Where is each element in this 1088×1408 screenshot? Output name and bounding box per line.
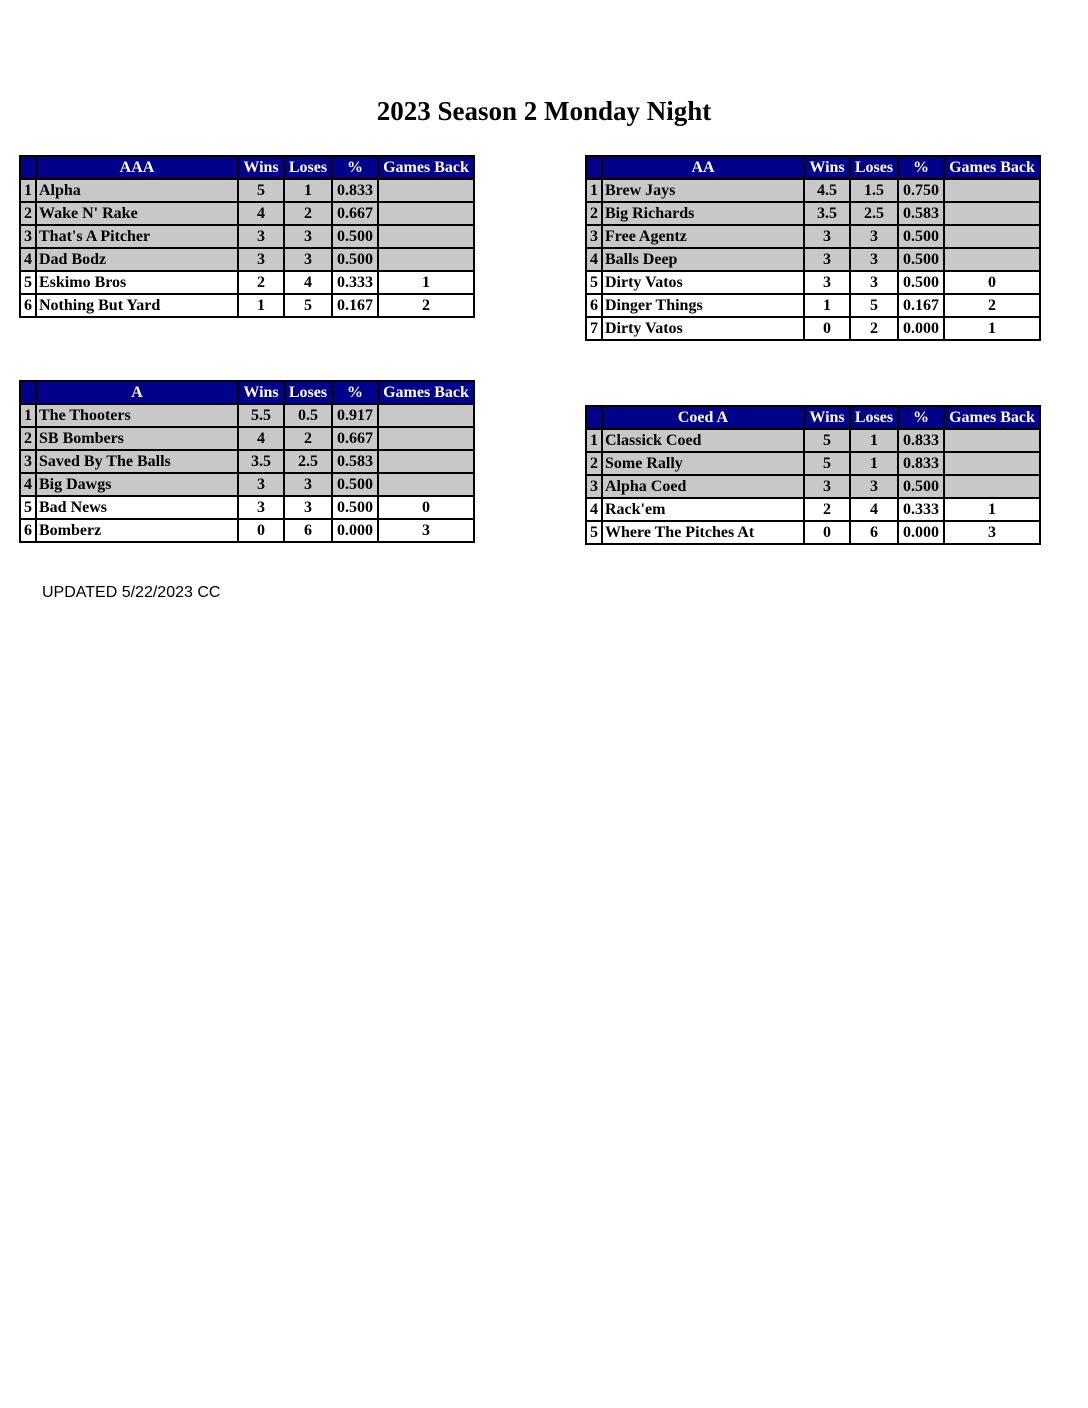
team-cell: Where The Pitches At	[602, 521, 804, 544]
team-cell: That's A Pitcher	[36, 225, 238, 248]
rank-cell: 5	[20, 496, 36, 519]
pct-cell: 0.000	[898, 317, 944, 340]
wins-cell: 5.5	[238, 404, 284, 427]
rank-cell: 4	[586, 248, 602, 271]
standings-table-coed-a	[585, 405, 1041, 545]
rank-cell: 2	[586, 452, 602, 475]
table-row	[586, 271, 1040, 294]
team-cell: Alpha Coed	[602, 475, 804, 498]
rank-cell: 6	[20, 294, 36, 317]
pct-cell: 0.500	[332, 496, 378, 519]
loses-cell: 1	[850, 429, 898, 452]
wins-cell: 5	[804, 429, 850, 452]
wins-cell: 4.5	[804, 179, 850, 202]
pct-header: %	[898, 156, 944, 179]
team-cell: Dad Bodz	[36, 248, 238, 271]
wins-header: Wins	[238, 156, 284, 179]
wins-cell: 4	[238, 202, 284, 225]
wins-cell: 3	[804, 475, 850, 498]
pct-cell: 0.000	[332, 519, 378, 542]
loses-cell: 3	[850, 271, 898, 294]
table-row	[586, 225, 1040, 248]
wins-cell: 3	[238, 225, 284, 248]
loses-cell: 1	[850, 452, 898, 475]
team-cell: Bomberz	[36, 519, 238, 542]
team-cell: Saved By The Balls	[36, 450, 238, 473]
wins-cell: 2	[238, 271, 284, 294]
header-row	[586, 406, 1040, 429]
table-row	[586, 294, 1040, 317]
rank-cell: 4	[20, 248, 36, 271]
pct-cell: 0.500	[332, 473, 378, 496]
loses-cell: 2	[850, 317, 898, 340]
games-back-cell	[944, 202, 1040, 225]
games-back-cell	[944, 429, 1040, 452]
pct-header: %	[898, 406, 944, 429]
loses-cell: 2.5	[850, 202, 898, 225]
wins-cell: 5	[804, 452, 850, 475]
team-cell: Dirty Vatos	[602, 317, 804, 340]
pct-cell: 0.583	[332, 450, 378, 473]
rank-cell: 4	[586, 498, 602, 521]
pct-cell: 0.500	[898, 271, 944, 294]
wins-cell: 3	[804, 225, 850, 248]
division-name: A	[36, 381, 238, 404]
team-cell: Dirty Vatos	[602, 271, 804, 294]
rank-cell: 3	[586, 225, 602, 248]
games-back-cell	[378, 248, 474, 271]
games-back-cell: 0	[378, 496, 474, 519]
pct-cell: 0.833	[332, 179, 378, 202]
games-back-cell: 2	[378, 294, 474, 317]
games-back-cell	[378, 404, 474, 427]
rank-header	[20, 381, 36, 404]
games-back-cell: 0	[944, 271, 1040, 294]
team-cell: Big Dawgs	[36, 473, 238, 496]
rank-cell: 1	[586, 179, 602, 202]
table-row	[20, 496, 474, 519]
wins-cell: 3	[238, 496, 284, 519]
table-row	[586, 429, 1040, 452]
games-back-cell	[378, 427, 474, 450]
pct-cell: 0.583	[898, 202, 944, 225]
rank-cell: 3	[20, 450, 36, 473]
games-back-cell	[944, 475, 1040, 498]
team-cell: Brew Jays	[602, 179, 804, 202]
team-cell: Nothing But Yard	[36, 294, 238, 317]
pct-cell: 0.500	[898, 475, 944, 498]
wins-cell: 5	[238, 179, 284, 202]
team-cell: Wake N' Rake	[36, 202, 238, 225]
loses-cell: 3	[284, 496, 332, 519]
team-cell: Alpha	[36, 179, 238, 202]
division-name: AA	[602, 156, 804, 179]
table-row	[20, 294, 474, 317]
rank-header	[20, 156, 36, 179]
wins-header: Wins	[804, 156, 850, 179]
table-row	[20, 473, 474, 496]
loses-cell: 6	[850, 521, 898, 544]
games-back-cell	[378, 473, 474, 496]
loses-cell: 6	[284, 519, 332, 542]
loses-cell: 3	[850, 475, 898, 498]
wins-cell: 3	[238, 473, 284, 496]
rank-cell: 2	[586, 202, 602, 225]
team-cell: SB Bombers	[36, 427, 238, 450]
pct-cell: 0.167	[898, 294, 944, 317]
rank-cell: 5	[20, 271, 36, 294]
loses-cell: 1	[284, 179, 332, 202]
loses-cell: 5	[284, 294, 332, 317]
pct-cell: 0.333	[332, 271, 378, 294]
games-back-header: Games Back	[944, 156, 1040, 179]
wins-header: Wins	[804, 406, 850, 429]
wins-cell: 3	[804, 271, 850, 294]
pct-header: %	[332, 381, 378, 404]
rank-cell: 6	[586, 294, 602, 317]
games-back-cell: 1	[378, 271, 474, 294]
rank-cell: 2	[20, 202, 36, 225]
table-row	[20, 248, 474, 271]
header-row	[20, 381, 474, 404]
games-back-cell: 1	[944, 317, 1040, 340]
wins-cell: 2	[804, 498, 850, 521]
table-row	[586, 248, 1040, 271]
updated-note: UPDATED 5/22/2023 CC	[42, 584, 221, 601]
team-cell: Balls Deep	[602, 248, 804, 271]
page-title: 2023 Season 2 Monday Night	[376, 96, 712, 126]
team-cell: Free Agentz	[602, 225, 804, 248]
wins-cell: 0	[804, 317, 850, 340]
wins-cell: 3	[238, 248, 284, 271]
rank-header	[586, 406, 602, 429]
rank-cell: 3	[20, 225, 36, 248]
header-row	[586, 156, 1040, 179]
loses-header: Loses	[284, 381, 332, 404]
rank-cell: 2	[20, 427, 36, 450]
wins-header: Wins	[238, 381, 284, 404]
rank-header	[586, 156, 602, 179]
loses-cell: 0.5	[284, 404, 332, 427]
pct-cell: 0.750	[898, 179, 944, 202]
games-back-cell	[944, 452, 1040, 475]
table-row	[20, 404, 474, 427]
games-back-cell	[378, 179, 474, 202]
rank-cell: 3	[586, 475, 602, 498]
team-cell: Eskimo Bros	[36, 271, 238, 294]
wins-cell: 1	[804, 294, 850, 317]
games-back-cell	[378, 202, 474, 225]
wins-cell: 3	[804, 248, 850, 271]
division-name: AAA	[36, 156, 238, 179]
pct-header: %	[332, 156, 378, 179]
table-row	[586, 498, 1040, 521]
pct-cell: 0.667	[332, 202, 378, 225]
table-row	[586, 179, 1040, 202]
rank-cell: 6	[20, 519, 36, 542]
games-back-cell: 3	[378, 519, 474, 542]
wins-cell: 4	[238, 427, 284, 450]
loses-header: Loses	[850, 156, 898, 179]
team-cell: Dinger Things	[602, 294, 804, 317]
rank-cell: 5	[586, 521, 602, 544]
standings-table-aa	[585, 155, 1041, 341]
team-cell: Some Rally	[602, 452, 804, 475]
standings-table-aaa	[19, 155, 475, 318]
loses-cell: 2	[284, 202, 332, 225]
games-back-cell	[944, 179, 1040, 202]
loses-header: Loses	[850, 406, 898, 429]
loses-cell: 2	[284, 427, 332, 450]
wins-cell: 0	[804, 521, 850, 544]
loses-cell: 3	[850, 248, 898, 271]
games-back-header: Games Back	[378, 156, 474, 179]
table-row	[20, 225, 474, 248]
rank-cell: 4	[20, 473, 36, 496]
table-row	[20, 427, 474, 450]
team-cell: Big Richards	[602, 202, 804, 225]
wins-cell: 0	[238, 519, 284, 542]
pct-cell: 0.500	[332, 248, 378, 271]
pct-cell: 0.833	[898, 452, 944, 475]
table-row	[20, 450, 474, 473]
table-row	[586, 202, 1040, 225]
pct-cell: 0.333	[898, 498, 944, 521]
wins-cell: 3.5	[238, 450, 284, 473]
loses-cell: 1.5	[850, 179, 898, 202]
team-cell: Classick Coed	[602, 429, 804, 452]
wins-cell: 1	[238, 294, 284, 317]
loses-cell: 3	[850, 225, 898, 248]
games-back-header: Games Back	[378, 381, 474, 404]
header-row	[20, 156, 474, 179]
games-back-header: Games Back	[944, 406, 1040, 429]
pct-cell: 0.500	[898, 248, 944, 271]
table-row	[586, 317, 1040, 340]
table-row	[20, 179, 474, 202]
games-back-cell	[378, 225, 474, 248]
loses-cell: 3	[284, 473, 332, 496]
pct-cell: 0.667	[332, 427, 378, 450]
games-back-cell	[944, 225, 1040, 248]
loses-cell: 4	[850, 498, 898, 521]
table-row	[20, 519, 474, 542]
table-row	[20, 202, 474, 225]
table-row	[586, 475, 1040, 498]
loses-cell: 2.5	[284, 450, 332, 473]
pct-cell: 0.833	[898, 429, 944, 452]
table-row	[586, 521, 1040, 544]
table-row	[20, 271, 474, 294]
games-back-cell	[378, 450, 474, 473]
rank-cell: 1	[586, 429, 602, 452]
loses-cell: 4	[284, 271, 332, 294]
games-back-cell: 2	[944, 294, 1040, 317]
pct-cell: 0.000	[898, 521, 944, 544]
loses-cell: 3	[284, 248, 332, 271]
table-row	[586, 452, 1040, 475]
loses-header: Loses	[284, 156, 332, 179]
games-back-cell: 3	[944, 521, 1040, 544]
rank-cell: 1	[20, 404, 36, 427]
wins-cell: 3.5	[804, 202, 850, 225]
games-back-cell	[944, 248, 1040, 271]
rank-cell: 5	[586, 271, 602, 294]
team-cell: The Thooters	[36, 404, 238, 427]
games-back-cell: 1	[944, 498, 1040, 521]
team-cell: Bad News	[36, 496, 238, 519]
standings-table-a	[19, 380, 475, 543]
pct-cell: 0.500	[332, 225, 378, 248]
rank-cell: 7	[586, 317, 602, 340]
pct-cell: 0.167	[332, 294, 378, 317]
loses-cell: 3	[284, 225, 332, 248]
team-cell: Rack'em	[602, 498, 804, 521]
rank-cell: 1	[20, 179, 36, 202]
division-name: Coed A	[602, 406, 804, 429]
loses-cell: 5	[850, 294, 898, 317]
pct-cell: 0.917	[332, 404, 378, 427]
pct-cell: 0.500	[898, 225, 944, 248]
